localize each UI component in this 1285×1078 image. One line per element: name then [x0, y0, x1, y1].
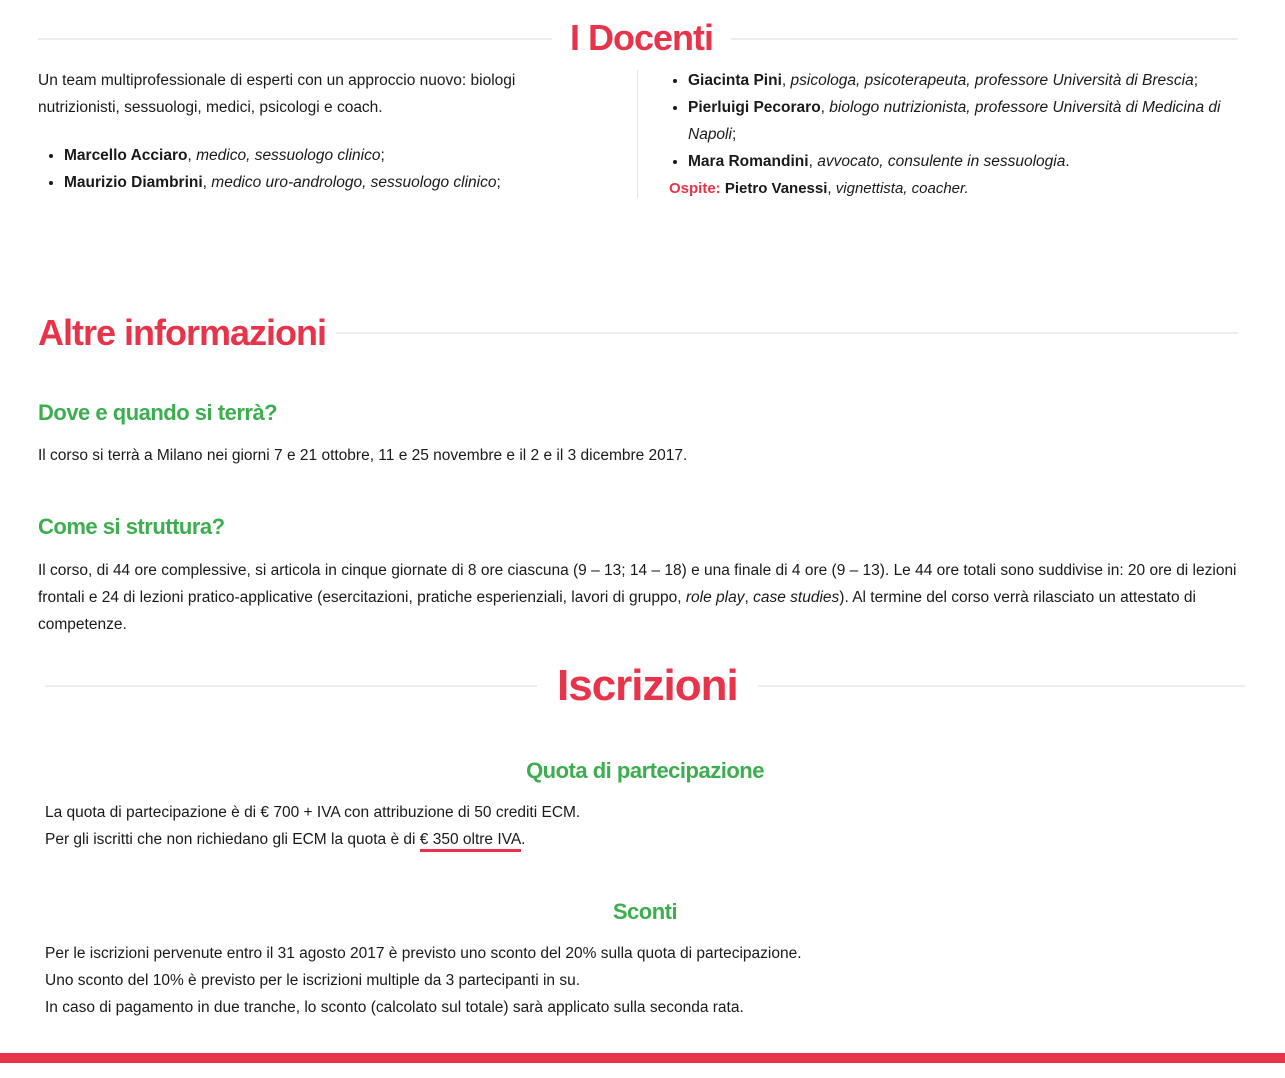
sconti-line: Per le iscrizioni pervenute entro il 31 agosto 2017 è previsto uno sconto del 20% sulla quota di partecipazione. [45, 945, 802, 962]
come-title: Come si struttura? [38, 514, 225, 539]
docenti-intro: Un team multiprofessionale di esperti con un approccio nuovo: biologi nutrizionisti, sessuologi, medici, psicologi e coach. [38, 72, 516, 116]
docente-item: • Mara Romandini, avvocato, consulente in sessuologia. [688, 148, 1258, 175]
sconti-line: In caso di pagamento in due tranche, lo sconto (calcolato sul totale) sarà applicato sulla seconda rata. [45, 999, 744, 1016]
docente-item: • Maurizio Diambrini, medico uro-andrologo, sessuologo clinico; [64, 169, 624, 196]
docenti-right-list [662, 67, 1258, 175]
guest-line: Ospite: Pietro Vanessi, vignettista, coacher. [669, 180, 969, 197]
altre-title: Altre informazioni [38, 310, 336, 356]
come-text: Il corso, di 44 ore complessive, si articola in cinque giornate di 8 ore ciascuna (9 – 13; 14 – 18) e una finale di 4 ore (9 – 13). Le 44 ore totali sono suddivise in: 20 ore di lezioni frontali e 24 di lezioni pratico-applicative (esercitazioni, pratiche esperienziali, lavori di gruppo, role play, case studies). Al termine del corso verrà rilasciato un attestato di competenze. [38, 562, 1237, 633]
docenti-title: I Docenti [552, 16, 731, 60]
docenti-left-list [38, 142, 624, 196]
docente-item: • Pierluigi Pecoraro, biologo nutrizionista, professore Università di Medicina di Napoli; [688, 94, 1258, 148]
sconti-title: Sconti [612, 899, 678, 924]
iscrizioni-title: Iscrizioni [537, 659, 758, 713]
dove-title: Dove e quando si terrà? [38, 400, 278, 425]
guest-label: Ospite: [669, 180, 721, 197]
sconti-line: Uno sconto del 10% è previsto per le iscrizioni multiple da 3 partecipanti in su. [45, 972, 581, 989]
column-separator [637, 70, 638, 198]
guest-role: vignettista, coacher. [835, 180, 969, 197]
reduced-price-highlight: € 350 oltre IVA [420, 831, 521, 852]
guest-name: Pietro Vanessi [724, 180, 828, 197]
docente-item: • Marcello Acciaro, medico, sessuologo clinico; [64, 142, 624, 169]
dove-text: Il corso si terrà a Milano nei giorni 7 e 21 ottobre, 11 e 25 novembre e il 2 e il 3 dicembre 2017. [38, 447, 688, 464]
footer-accent-bar [0, 1053, 1285, 1063]
quota-title: Quota di partecipazione [526, 758, 764, 783]
quota-line2: Per gli iscritti che non richiedano gli ECM la quota è di € 350 oltre IVA. [45, 826, 1245, 853]
quota-line1: La quota di partecipazione è di € 700 + IVA con attribuzione di 50 crediti ECM. [45, 804, 581, 821]
altre-divider [330, 332, 1238, 334]
docente-item: • Giacinta Pini, psicologa, psicoterapeuta, professore Università di Brescia; [688, 67, 1258, 94]
